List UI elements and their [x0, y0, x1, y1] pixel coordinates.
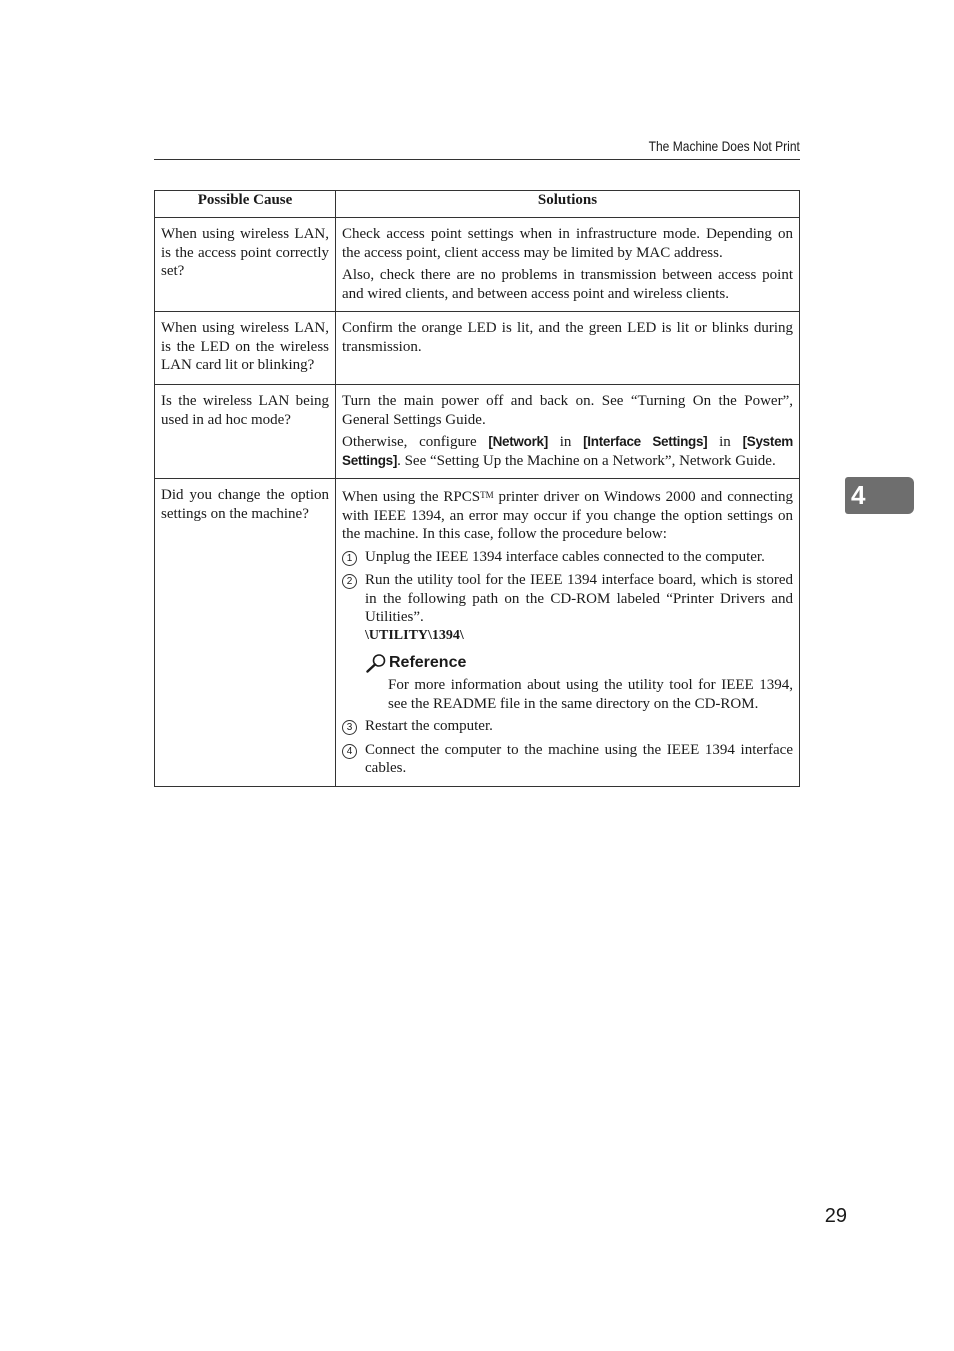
- solution-cell: [336, 385, 800, 479]
- cause-cell: [155, 385, 336, 479]
- spacer: [342, 360, 793, 376]
- table-header-row: [155, 191, 800, 218]
- menu-keyword-network: [Network]: [488, 434, 548, 449]
- procedure-step: [342, 741, 793, 778]
- step-text: Unplug the IEEE 1394 interface cables connected to the computer.: [365, 548, 765, 565]
- text-run: . See “Setting Up the Machine on a Network”, Network Guide.: [397, 452, 776, 469]
- solution-cell: [336, 479, 800, 787]
- column-header-possible-cause: Possible Cause: [155, 191, 336, 218]
- step-text: Run the utility tool for the IEEE 1394 interface board, which is stored in the following path on the CD-ROM labeled “Printer Drivers and Utilities”.: [365, 572, 793, 625]
- text-run: in: [707, 434, 743, 450]
- page-number: 29: [824, 1205, 847, 1227]
- cause-cell: [155, 218, 336, 312]
- text-run: in: [547, 434, 584, 450]
- step-number: 4: [342, 744, 357, 759]
- cause-text: When using wireless LAN, is the access point correctly set?: [161, 226, 329, 279]
- cause-cell: [155, 479, 336, 787]
- solution-cell: [336, 218, 800, 312]
- solution-paragraph: Turn the main power off and back on. See “Turning On the Power”, General Settings Guide.: [342, 393, 793, 428]
- table-row: [155, 218, 800, 312]
- running-header: [154, 138, 800, 160]
- solution-paragraph: Confirm the orange LED is lit, and the green LED is lit or blinks during transmission.: [342, 320, 793, 355]
- step-text: Connect the computer to the machine using the IEEE 1394 interface cables.: [365, 741, 793, 776]
- text-run: printer driver on Windows 2000 and connecting with IEEE 1394, an error may occur if you change the option settings on the machine. In this case, follow the procedure below:: [342, 489, 793, 542]
- running-header-title: The Machine Does Not Print: [648, 138, 800, 154]
- column-header-solutions: Solutions: [336, 191, 800, 218]
- procedure-step: [342, 548, 793, 567]
- cause-cell: [155, 312, 336, 385]
- solution-paragraph: [342, 433, 793, 470]
- step-number: 1: [342, 551, 357, 566]
- solution-cell: [336, 312, 800, 385]
- reference-note: [365, 653, 793, 713]
- chapter-tab: 4: [845, 477, 914, 514]
- menu-keyword-interface-settings: [Interface Settings]: [583, 434, 708, 449]
- reference-title: Reference: [389, 653, 467, 671]
- file-path: \UTILITY\1394\: [365, 627, 464, 643]
- magnifier-icon: [365, 653, 387, 673]
- step-text: Restart the computer.: [365, 718, 493, 734]
- troubleshooting-table: [154, 190, 800, 787]
- step-number: 3: [342, 720, 357, 735]
- solution-paragraph: Also, check there are no problems in transmission between access point and wired clients, and between access point and wireless clients.: [342, 267, 793, 302]
- cause-text: Did you change the option settings on the machine?: [161, 487, 329, 522]
- text-run: Otherwise, configure: [342, 434, 489, 450]
- table-row: [155, 312, 800, 385]
- procedure-step: [342, 717, 793, 736]
- reference-heading: [365, 653, 793, 673]
- procedure-step: [342, 571, 793, 645]
- step-number: 2: [342, 574, 357, 589]
- menu-keyword-system-settings: [System Settings]: [342, 434, 793, 468]
- reference-text: For more information about using the utility tool for IEEE 1394, see the README file in the same directory on the CD-ROM.: [388, 677, 793, 712]
- solution-paragraph: [342, 486, 793, 544]
- table-row: [155, 479, 800, 787]
- trademark-symbol: TM: [480, 490, 494, 500]
- solution-paragraph: Check access point settings when in infrastructure mode. Depending on the access point, client access may be limited by MAC address.: [342, 226, 793, 261]
- table-row: [155, 385, 800, 479]
- cause-text: Is the wireless LAN being used in ad hoc mode?: [161, 393, 329, 428]
- cause-text: When using wireless LAN, is the LED on the wireless LAN card lit or blinking?: [161, 320, 329, 373]
- text-run: When using the RPCS: [342, 489, 481, 505]
